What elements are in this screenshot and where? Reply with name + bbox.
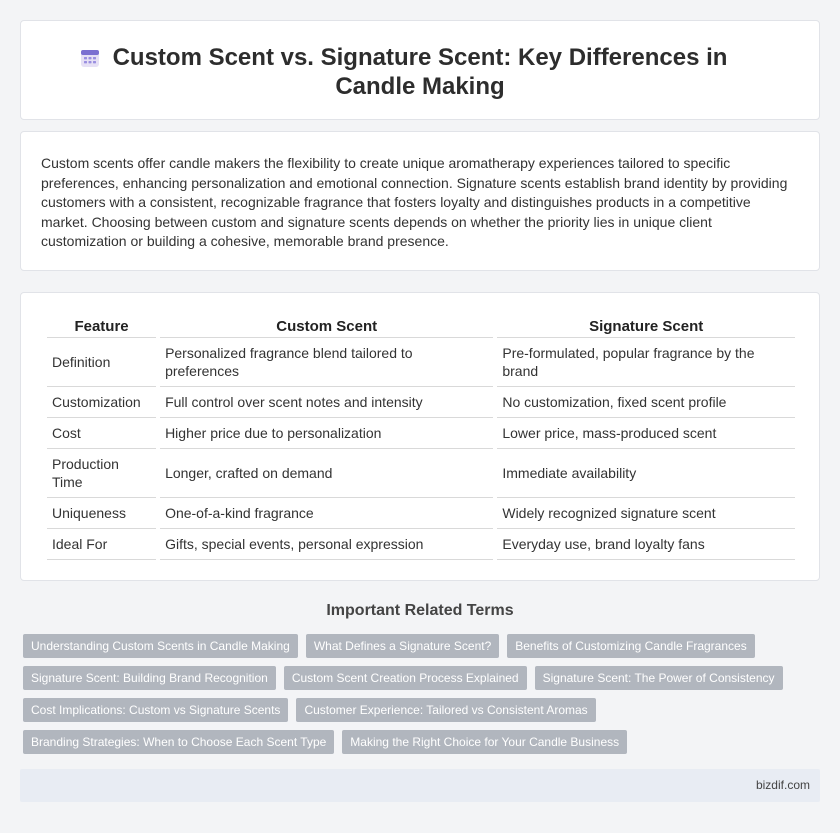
row-label: Customization <box>47 387 156 418</box>
footer <box>20 769 820 802</box>
related-tag[interactable]: Signature Scent: The Power of Consistency <box>535 666 783 690</box>
tag-row <box>23 666 823 690</box>
related-tag[interactable]: Custom Scent Creation Process Explained <box>284 666 527 690</box>
header-feature: Feature <box>47 317 156 338</box>
title-card <box>20 20 820 120</box>
signature-cell: No customization, fixed scent profile <box>497 387 795 418</box>
tag-row <box>23 698 823 722</box>
table-row <box>47 449 795 498</box>
related-tag[interactable]: Understanding Custom Scents in Candle Making <box>23 634 298 658</box>
page-title: Custom Scent vs. Signature Scent: Key Differences in Candle Making <box>112 44 728 100</box>
comparison-table <box>43 317 799 560</box>
header-signature-scent: Signature Scent <box>497 317 795 338</box>
custom-cell: Personalized fragrance blend tailored to preferences <box>160 338 493 387</box>
row-label: Production Time <box>47 449 156 498</box>
table-row <box>47 387 795 418</box>
custom-cell: One-of-a-kind fragrance <box>160 498 493 529</box>
related-tag[interactable]: Branding Strategies: When to Choose Each Scent Type <box>23 730 334 754</box>
table-row <box>47 498 795 529</box>
related-tag[interactable]: Signature Scent: Building Brand Recognition <box>23 666 276 690</box>
related-tag[interactable]: Making the Right Choice for Your Candle Business <box>342 730 627 754</box>
comparison-card <box>20 292 820 581</box>
related-tag[interactable]: Cost Implications: Custom vs Signature Scents <box>23 698 288 722</box>
intro-card <box>20 131 820 271</box>
row-label: Cost <box>47 418 156 449</box>
table-header-row <box>47 317 795 338</box>
related-tag[interactable]: Benefits of Customizing Candle Fragrances <box>507 634 754 658</box>
related-tag[interactable]: What Defines a Signature Scent? <box>306 634 499 658</box>
related-tag[interactable]: Customer Experience: Tailored vs Consistent Aromas <box>296 698 595 722</box>
row-label: Definition <box>47 338 156 387</box>
signature-cell: Lower price, mass-produced scent <box>497 418 795 449</box>
table-row <box>47 418 795 449</box>
tag-row <box>23 634 823 658</box>
row-label: Ideal For <box>47 529 156 560</box>
signature-cell: Immediate availability <box>497 449 795 498</box>
row-label: Uniqueness <box>47 498 156 529</box>
table-row <box>47 529 795 560</box>
footer-site-link[interactable]: bizdif.com <box>755 778 810 792</box>
signature-cell: Widely recognized signature scent <box>497 498 795 529</box>
custom-cell: Gifts, special events, personal expression <box>160 529 493 560</box>
header-custom-scent: Custom Scent <box>160 317 493 338</box>
related-terms-title: Important Related Terms <box>326 602 514 619</box>
signature-cell: Pre-formulated, popular fragrance by the brand <box>497 338 795 387</box>
custom-cell: Longer, crafted on demand <box>160 449 493 498</box>
signature-cell: Everyday use, brand loyalty fans <box>497 529 795 560</box>
related-terms-list <box>23 634 823 762</box>
tag-row <box>23 730 823 754</box>
table-row <box>47 338 795 387</box>
custom-cell: Higher price due to personalization <box>160 418 493 449</box>
intro-paragraph: Custom scents offer candle makers the flexibility to create unique aromatherapy experiences tailored to specific preferences, enhancing personalization and emotional connection. Signature scents establish brand identity by providing customers with a consistent, recognizable fragrance that fosters loyalty and distinguishes products in a competitive market. Choosing between custom and signature scents depends on whether the priority lies in unique client customization or building a cohesive, memorable brand presence. <box>41 155 788 250</box>
custom-cell: Full control over scent notes and intensity <box>160 387 493 418</box>
